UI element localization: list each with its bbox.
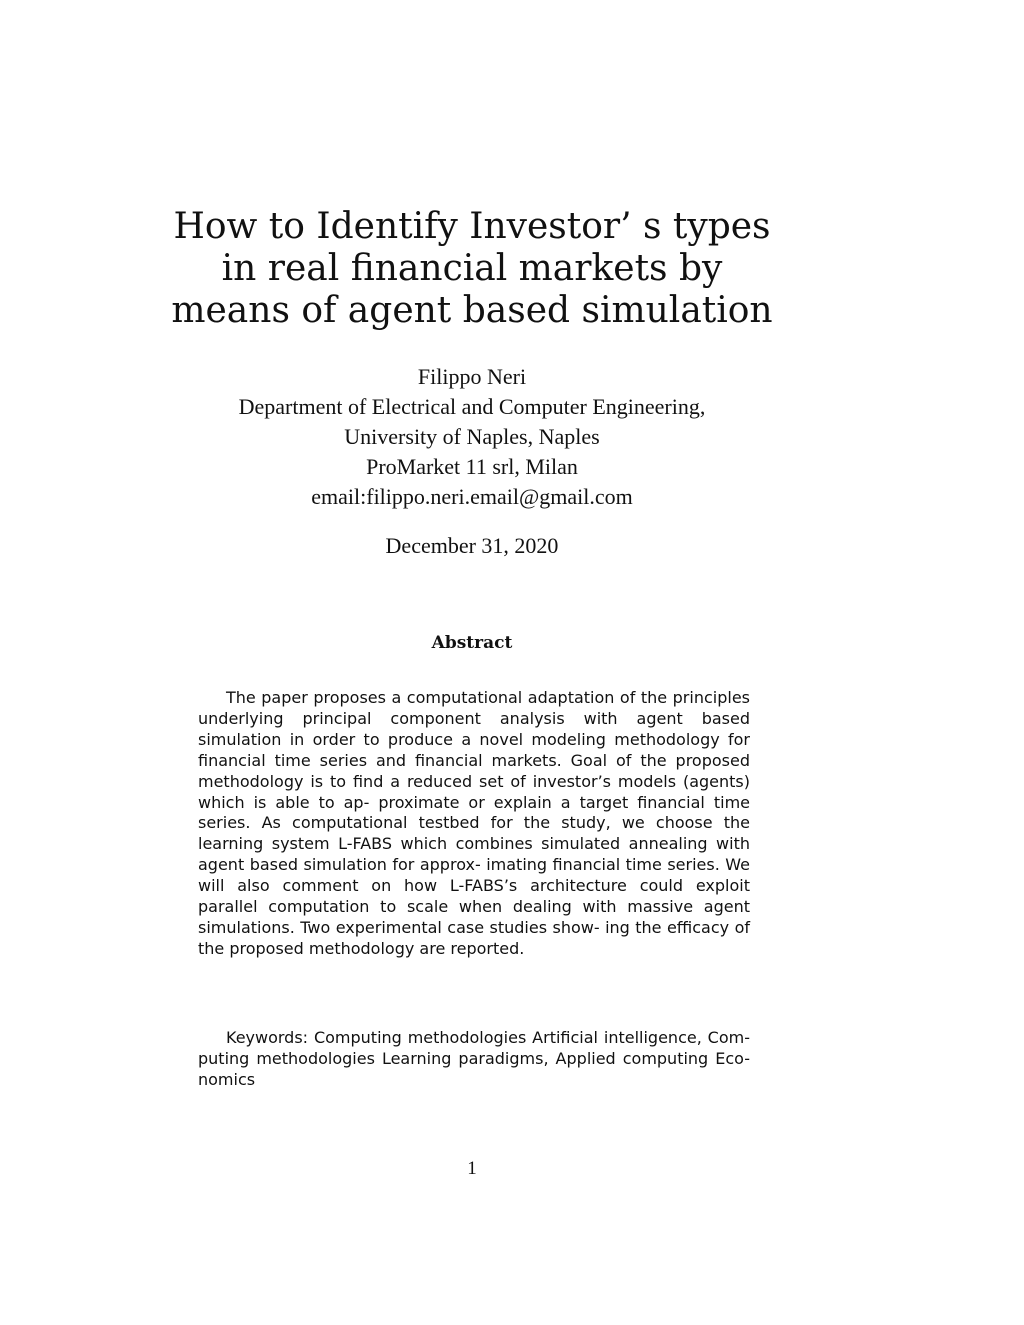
author-block	[112, 362, 832, 512]
abstract-heading: Abstract	[431, 633, 513, 653]
paper-title	[112, 206, 832, 332]
keywords: Keywords: Computing methodologies Artificial intelligence, Com- puting methodologies Learning paradigms, Applied computing Eco- nomics	[198, 1028, 750, 1089]
page-number: 1	[467, 1158, 477, 1179]
author-name: Filippo Neri	[417, 364, 527, 389]
affiliation-department: Department of Electrical and Computer Engineering,	[238, 394, 706, 419]
title-line-3: means of agent based simulation	[171, 290, 773, 331]
paper-date: December 31, 2020	[385, 533, 559, 558]
author-email: email:filippo.neri.email@gmail.com	[311, 484, 633, 509]
abstract-body: The paper proposes a computational adaptation of the principles underlying principal component analysis with agent based simulation in order to produce a novel modeling methodology for financial time series and financial markets. Goal of the proposed methodology is to find a reduced set of investor’s models (agents) which is able to ap- proximate or explain a target financial time series. As computational testbed for the study, we choose the learning system L-FABS which combines simulated annealing with agent based simulation for approx- imating financial time series. We will also comment on how L-FABS’s architecture could exploit parallel computation to scale when dealing with massive agent simulations. Two experimental case studies show- ing the efficacy of the proposed methodology are reported.	[198, 688, 750, 958]
title-line-1: How to Identify Investor’ s types	[173, 206, 771, 247]
affiliation-company: ProMarket 11 srl, Milan	[366, 454, 578, 479]
affiliation-university: University of Naples, Naples	[344, 424, 600, 449]
title-line-2: in real financial markets by	[221, 248, 723, 289]
